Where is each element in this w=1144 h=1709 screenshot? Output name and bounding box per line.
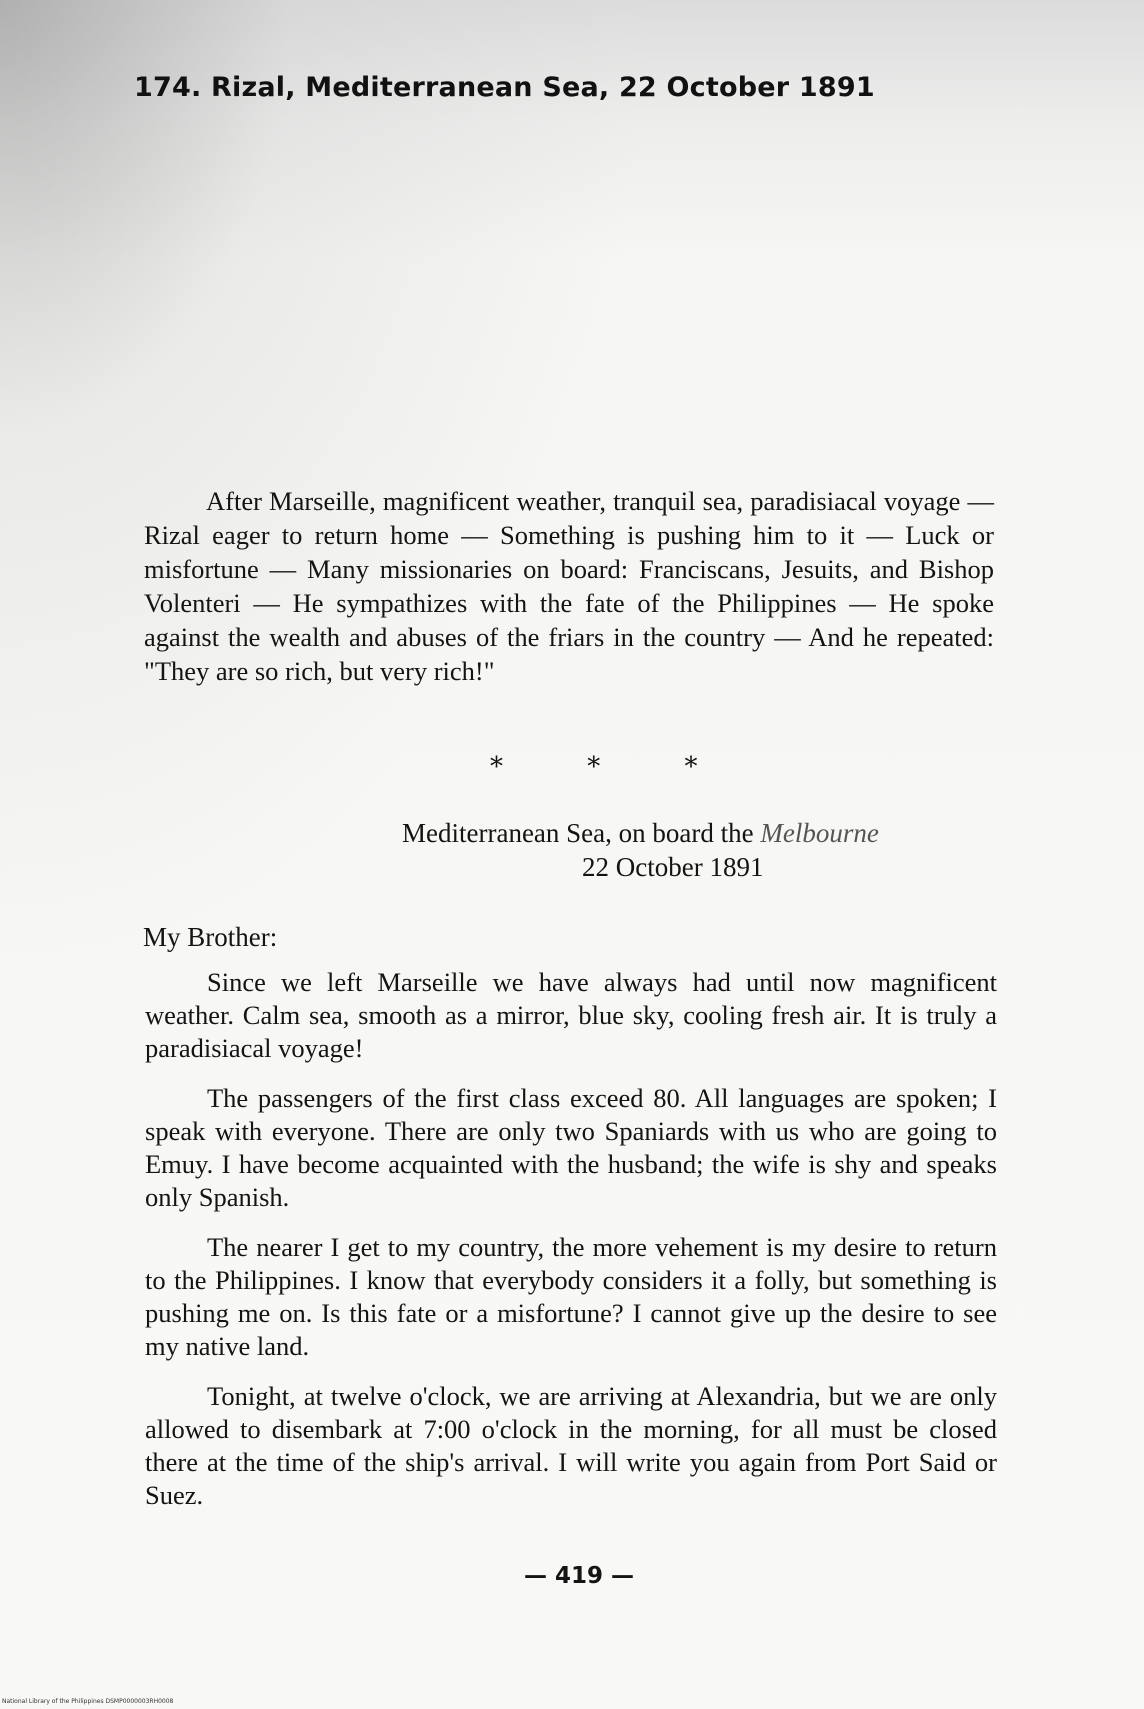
letter-paragraph: The nearer I get to my country, the more vehement is my desire to return to the Philippines. I know that everybody considers it a folly, but something is pushing me on. Is this fate or a misfortune? I cannot give up the desire to see my native land. [145,1232,997,1361]
scan-footer: National Library of the Philippines DSMP0000003RH0008 [2,1698,174,1705]
ship-name: Melbourne [760,818,879,848]
section-separator: * * * [490,752,736,782]
letter-date: 22 October 1891 [582,852,764,882]
letter-place-line [402,818,879,849]
letter-summary: After Marseille, magnificent weather, tranquil sea, paradisiacal voyage — Rizal eager to return home — Something is pushing him to it — Luck or misfortune — Many missionaries on board: Franciscans, Jesuits, and Bishop Volenteri — He sympathizes with the fate of the Philippines — He spoke against the wealth and abuses of the friars in the country — And he repeated: "They are so rich, but very rich!" [144,486,994,686]
letter-heading: 174. Rizal, Mediterranean Sea, 22 October 1891 [134,72,875,103]
letter-salutation: My Brother: [143,922,278,952]
letter-paragraph: Tonight, at twelve o'clock, we are arriving at Alexandria, but we are only allowed to disembark at 7:00 o'clock in the morning, for all must be closed there at the time of the ship's arrival. I will write you again from Port Said or Suez. [145,1381,997,1510]
page-number: — 419 — [524,1563,635,1589]
letter-body [145,966,997,1529]
place-prefix: Mediterranean Sea, on board the [402,818,761,848]
letter-paragraph: Since we left Marseille we have always had until now magnificent weather. Calm sea, smooth as a mirror, blue sky, cooling fresh air. It is truly a paradisiacal voyage! [145,967,997,1063]
letter-paragraph: The passengers of the first class exceed 80. All languages are spoken; I speak with everyone. There are only two Spaniards with us who are going to Emuy. I have become acquainted with the husband; the wife is shy and speaks only Spanish. [145,1083,997,1212]
